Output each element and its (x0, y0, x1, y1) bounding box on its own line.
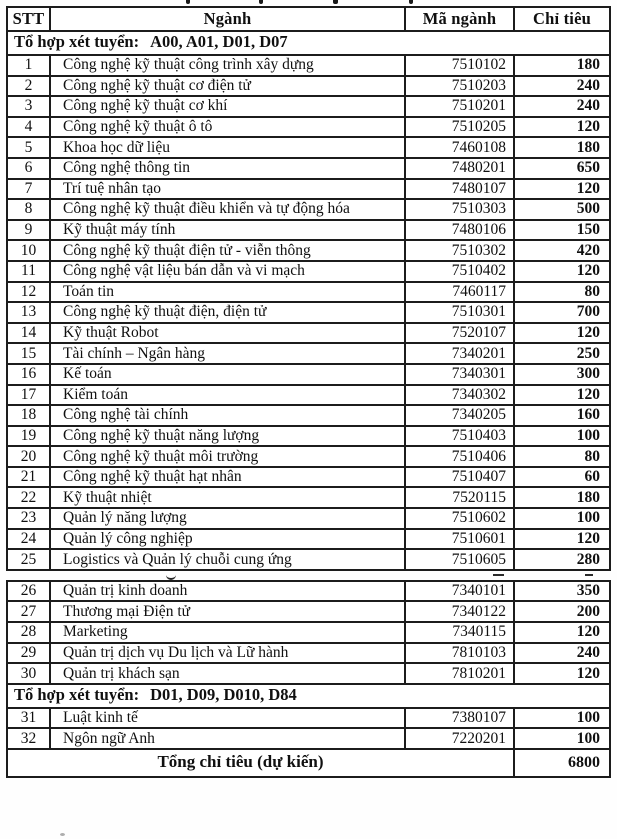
cell-chitieu: 120 (514, 385, 610, 406)
cell-stt: 9 (7, 220, 50, 241)
cell-stt: 13 (7, 302, 50, 323)
cell-chitieu: 350 (514, 581, 610, 602)
cell-ma: 7480106 (405, 220, 514, 241)
table-row (7, 426, 610, 447)
cropped-glyph-artifact (166, 573, 176, 580)
section-b-label: Tổ hợp xét tuyển: (14, 684, 140, 704)
cell-nganh: Tài chính – Ngân hàng (50, 343, 405, 364)
table-row (7, 663, 610, 684)
cell-chitieu: 60 (514, 467, 610, 488)
cell-chitieu: 100 (514, 426, 610, 447)
cell-nganh: Công nghệ kỹ thuật cơ khí (50, 96, 405, 117)
cell-nganh: Logistics và Quản lý chuỗi cung ứng (50, 549, 405, 570)
cell-ma: 7510302 (405, 240, 514, 261)
cell-nganh: Kỹ thuật máy tính (50, 220, 405, 241)
cell-chitieu: 120 (514, 179, 610, 200)
cell-chitieu: 420 (514, 240, 610, 261)
cropped-text-artifacts-top (0, 0, 617, 5)
admissions-table-part1 (6, 6, 611, 571)
table-row (7, 261, 610, 282)
admissions-quota-table (6, 6, 611, 778)
cell-stt: 29 (7, 643, 50, 664)
cell-stt: 2 (7, 76, 50, 97)
cell-nganh: Công nghệ kỹ thuật điện, điện tử (50, 302, 405, 323)
text-descender-artifact (333, 0, 338, 4)
cell-ma: 7510602 (405, 508, 514, 529)
table-row (7, 529, 610, 550)
cell-ma: 7340122 (405, 601, 514, 622)
table-row (7, 385, 610, 406)
cell-ma: 7510407 (405, 467, 514, 488)
cell-chitieu: 80 (514, 446, 610, 467)
cell-ma: 7480107 (405, 179, 514, 200)
cell-chitieu: 120 (514, 117, 610, 138)
cell-chitieu: 180 (514, 137, 610, 158)
cell-stt: 7 (7, 179, 50, 200)
table-row (7, 728, 610, 749)
table-row (7, 487, 610, 508)
cell-stt: 32 (7, 728, 50, 749)
table-row (7, 446, 610, 467)
cell-chitieu: 200 (514, 601, 610, 622)
table-row (7, 117, 610, 138)
table-row (7, 179, 610, 200)
cell-ma: 7510605 (405, 549, 514, 570)
cell-chitieu: 240 (514, 643, 610, 664)
scan-noise-artifact (60, 833, 65, 836)
cell-nganh: Công nghệ tài chính (50, 405, 405, 426)
cell-stt: 23 (7, 508, 50, 529)
cell-chitieu: 250 (514, 343, 610, 364)
cropped-glyph-artifact (493, 574, 504, 576)
text-descender-artifact (409, 0, 413, 4)
column-header-stt: STT (7, 7, 50, 31)
cell-chitieu: 80 (514, 282, 610, 303)
table-body-rows-26-30 (7, 581, 610, 684)
table-row (7, 581, 610, 602)
cell-stt: 19 (7, 426, 50, 447)
cell-ma: 7510303 (405, 199, 514, 220)
cell-ma: 7810103 (405, 643, 514, 664)
cell-ma: 7510205 (405, 117, 514, 138)
admissions-table-part2 (6, 580, 611, 778)
cell-ma: 7480201 (405, 158, 514, 179)
table-row (7, 55, 610, 76)
cell-nganh: Công nghệ kỹ thuật ô tô (50, 117, 405, 138)
cell-stt: 30 (7, 663, 50, 684)
column-header-nganh: Ngành (50, 7, 405, 31)
cell-ma: 7510201 (405, 96, 514, 117)
table-row (7, 282, 610, 303)
cell-stt: 26 (7, 581, 50, 602)
table-row (7, 708, 610, 729)
column-header-chi-tieu: Chỉ tiêu (514, 7, 610, 31)
table-row (7, 343, 610, 364)
cell-nganh: Quản trị khách sạn (50, 663, 405, 684)
cell-ma: 7510102 (405, 55, 514, 76)
table-row (7, 549, 610, 570)
cell-ma: 7520107 (405, 323, 514, 344)
cell-nganh: Trí tuệ nhân tạo (50, 179, 405, 200)
cell-nganh: Công nghệ kỹ thuật hạt nhân (50, 467, 405, 488)
cell-chitieu: 180 (514, 487, 610, 508)
table-row (7, 601, 610, 622)
section-header-row-b (7, 684, 610, 708)
cell-nganh: Khoa học dữ liệu (50, 137, 405, 158)
total-value: 6800 (514, 749, 610, 777)
text-descender-artifact (186, 0, 190, 4)
cell-ma: 7340115 (405, 622, 514, 643)
table-row (7, 76, 610, 97)
cell-ma: 7510301 (405, 302, 514, 323)
cell-chitieu: 100 (514, 708, 610, 729)
cell-stt: 10 (7, 240, 50, 261)
cell-ma: 7340302 (405, 385, 514, 406)
cropped-glyph-artifact (585, 574, 593, 576)
cell-stt: 18 (7, 405, 50, 426)
cell-nganh: Công nghệ kỹ thuật môi trường (50, 446, 405, 467)
cell-ma: 7510203 (405, 76, 514, 97)
total-row (7, 749, 610, 777)
cell-ma: 7340101 (405, 581, 514, 602)
section-b-codes: D01, D09, D010, D84 (150, 684, 297, 704)
cell-nganh: Quản lý năng lượng (50, 508, 405, 529)
table-row (7, 405, 610, 426)
cell-chitieu: 180 (514, 55, 610, 76)
section-a-cell (7, 31, 610, 55)
cell-ma: 7510402 (405, 261, 514, 282)
cell-ma: 7520115 (405, 487, 514, 508)
cell-chitieu: 700 (514, 302, 610, 323)
cell-nganh: Kỹ thuật Robot (50, 323, 405, 344)
text-descender-artifact (259, 0, 263, 4)
cell-nganh: Kỹ thuật nhiệt (50, 487, 405, 508)
cell-ma: 7380107 (405, 708, 514, 729)
cell-stt: 6 (7, 158, 50, 179)
table-row (7, 643, 610, 664)
cell-nganh: Công nghệ vật liệu bán dẫn và vi mạch (50, 261, 405, 282)
cell-stt: 12 (7, 282, 50, 303)
scan-seam (6, 571, 609, 580)
cell-stt: 4 (7, 117, 50, 138)
section-a-label: Tổ hợp xét tuyển: (14, 32, 140, 51)
table-row (7, 199, 610, 220)
cell-stt: 3 (7, 96, 50, 117)
cell-nganh: Toán tin (50, 282, 405, 303)
table-row (7, 467, 610, 488)
cell-nganh: Luật kinh tế (50, 708, 405, 729)
cell-chitieu: 240 (514, 96, 610, 117)
section-b-cell (7, 684, 610, 708)
cell-stt: 1 (7, 55, 50, 76)
cell-ma: 7220201 (405, 728, 514, 749)
cell-nganh: Kiểm toán (50, 385, 405, 406)
section-a-codes: A00, A01, D01, D07 (150, 32, 288, 51)
table-body-rows-31-32 (7, 708, 610, 749)
cell-ma: 7340301 (405, 364, 514, 385)
cell-chitieu: 100 (514, 728, 610, 749)
table-header-row (7, 7, 610, 31)
cell-chitieu: 650 (514, 158, 610, 179)
cell-ma: 7510403 (405, 426, 514, 447)
table-row (7, 240, 610, 261)
cell-nganh: Kế toán (50, 364, 405, 385)
cell-nganh: Quản trị kinh doanh (50, 581, 405, 602)
cell-nganh: Marketing (50, 622, 405, 643)
table-row (7, 302, 610, 323)
cell-chitieu: 120 (514, 622, 610, 643)
cell-chitieu: 150 (514, 220, 610, 241)
table-row (7, 364, 610, 385)
table-row (7, 323, 610, 344)
cell-stt: 5 (7, 137, 50, 158)
table-row (7, 508, 610, 529)
cell-ma: 7460108 (405, 137, 514, 158)
cell-stt: 11 (7, 261, 50, 282)
cell-chitieu: 160 (514, 405, 610, 426)
cell-nganh: Công nghệ kỹ thuật điện tử - viễn thông (50, 240, 405, 261)
table-row (7, 158, 610, 179)
table-row (7, 220, 610, 241)
cell-stt: 21 (7, 467, 50, 488)
cell-chitieu: 120 (514, 323, 610, 344)
cell-stt: 20 (7, 446, 50, 467)
cell-chitieu: 120 (514, 529, 610, 550)
table-row (7, 96, 610, 117)
cell-nganh: Thương mại Điện tử (50, 601, 405, 622)
cell-chitieu: 240 (514, 76, 610, 97)
cell-nganh: Công nghệ kỹ thuật công trình xây dựng (50, 55, 405, 76)
column-header-ma-nganh: Mã ngành (405, 7, 514, 31)
cell-nganh: Quản trị dịch vụ Du lịch và Lữ hành (50, 643, 405, 664)
cell-chitieu: 300 (514, 364, 610, 385)
cell-nganh: Công nghệ kỹ thuật điều khiển và tự động hóa (50, 199, 405, 220)
table-row (7, 622, 610, 643)
cell-ma: 7340205 (405, 405, 514, 426)
cell-nganh: Công nghệ kỹ thuật cơ điện tử (50, 76, 405, 97)
cell-stt: 8 (7, 199, 50, 220)
cell-nganh: Công nghệ kỹ thuật năng lượng (50, 426, 405, 447)
cell-stt: 22 (7, 487, 50, 508)
cell-ma: 7510601 (405, 529, 514, 550)
cell-stt: 25 (7, 549, 50, 570)
cell-stt: 28 (7, 622, 50, 643)
cell-chitieu: 100 (514, 508, 610, 529)
cell-stt: 27 (7, 601, 50, 622)
cell-nganh: Quản lý công nghiệp (50, 529, 405, 550)
section-header-row-a (7, 31, 610, 55)
cell-chitieu: 280 (514, 549, 610, 570)
cell-nganh: Công nghệ thông tin (50, 158, 405, 179)
cell-chitieu: 120 (514, 261, 610, 282)
cell-stt: 15 (7, 343, 50, 364)
cell-ma: 7340201 (405, 343, 514, 364)
cell-stt: 17 (7, 385, 50, 406)
cell-nganh: Ngôn ngữ Anh (50, 728, 405, 749)
total-label: Tổng chỉ tiêu (dự kiến) (7, 749, 514, 777)
cell-stt: 31 (7, 708, 50, 729)
cell-stt: 14 (7, 323, 50, 344)
cell-ma: 7810201 (405, 663, 514, 684)
cell-chitieu: 120 (514, 663, 610, 684)
cell-ma: 7510406 (405, 446, 514, 467)
table-row (7, 137, 610, 158)
cell-chitieu: 500 (514, 199, 610, 220)
cell-stt: 16 (7, 364, 50, 385)
cell-stt: 24 (7, 529, 50, 550)
cell-ma: 7460117 (405, 282, 514, 303)
table-body-rows-1-25 (7, 55, 610, 570)
